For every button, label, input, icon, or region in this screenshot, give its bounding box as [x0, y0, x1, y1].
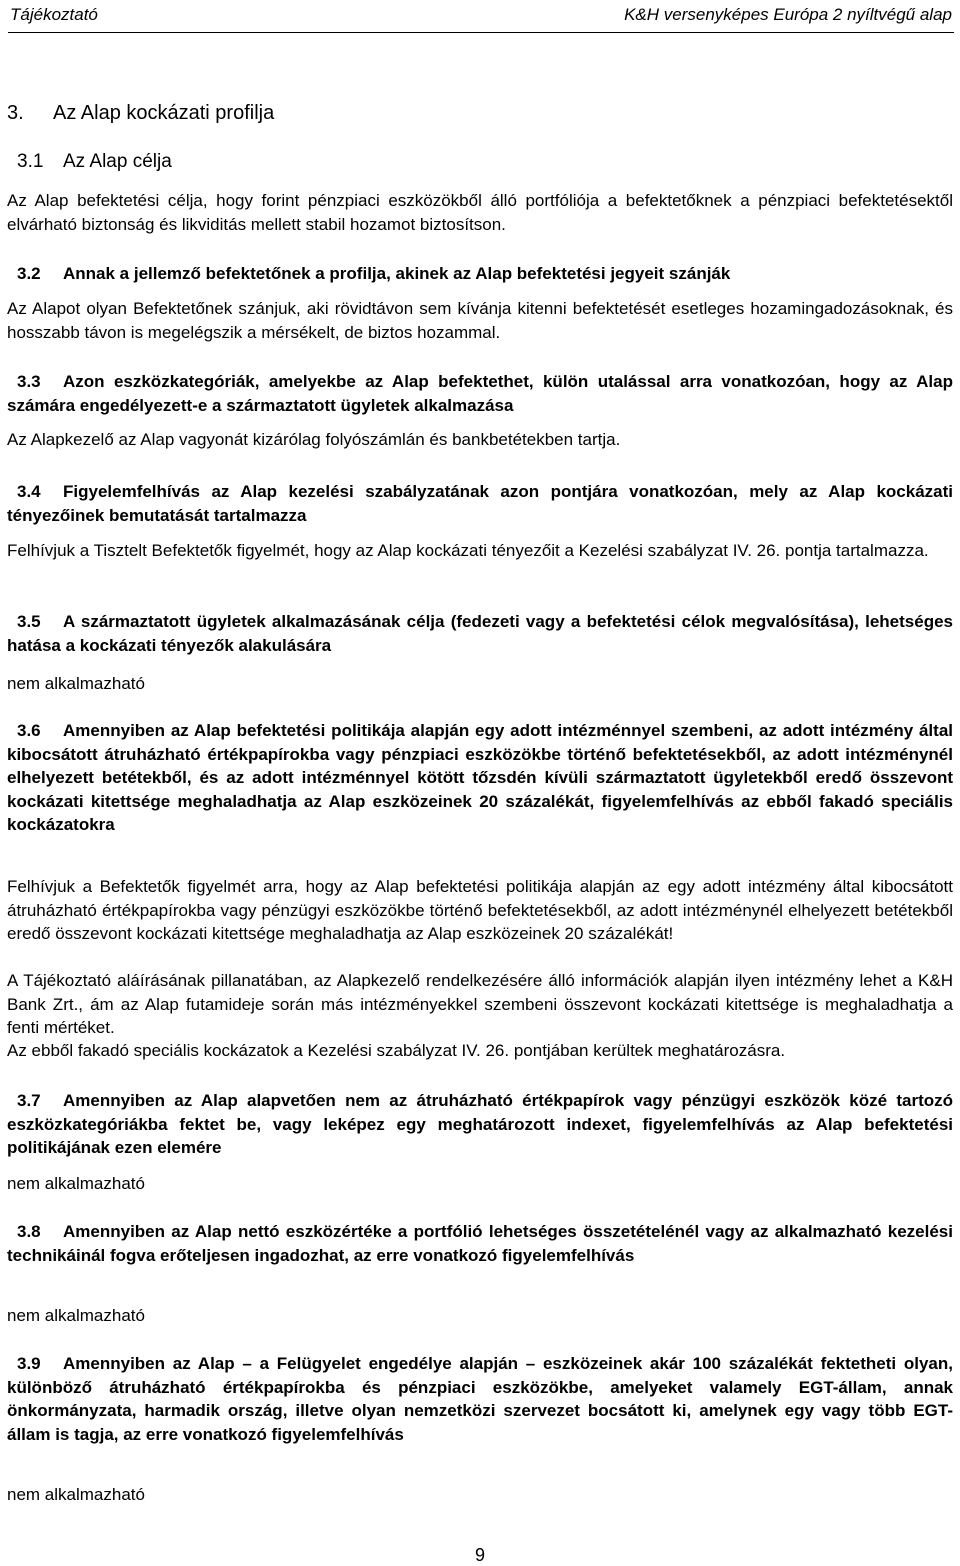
subsection-3-5-number: 3.5 [17, 612, 41, 631]
subsection-3-5-title: A származtatott ügyletek alkalmazásának célja (fedezeti vagy a befektetési célok megvalósítása), lehetséges hatása a kockázati tényezők alakulására [7, 612, 953, 655]
subsection-3-5-text: nem alkalmazható [7, 674, 145, 693]
subsection-3-3-number: 3.3 [17, 372, 41, 391]
subsection-3-9-text: nem alkalmazható [7, 1485, 145, 1504]
subsection-3-2-title: Annak a jellemző befektetőnek a profilja, akinek az Alap befektetési jegyeit szánják [63, 264, 731, 283]
header-divider [8, 32, 954, 33]
section-heading [7, 102, 953, 126]
subsection-3-8-heading [7, 1220, 953, 1267]
subsection-3-4-title: Figyelemfelhívás az Alap kezelési szabályzatának azon pontjára vonatkozóan, mely az Alap kockázati tényezőinek bemutatását tartalmazza [7, 482, 953, 525]
subsection-3-9-title: Amennyiben az Alap – a Felügyelet engedélye alapján – eszközeinek akár 100 százalékát fektetheti olyan, különböző átruházható értékpapírokba és pénzpiaci eszközökbe, amelyeket valamely EGT-állam, annak önkormányzata, harmadik ország, illetve olyan nemzetközi szervezet bocsátott ki, amelynek egy vagy több EGT-állam is tagja, az erre vonatkozó figyelemfelhívás [7, 1354, 953, 1444]
subsection-3-2-number: 3.2 [17, 264, 41, 283]
subsection-3-4-heading [7, 480, 953, 527]
subsection-3-7-heading [7, 1089, 953, 1160]
header-fund-name: K&H versenyképes Európa 2 nyíltvégű alap [624, 5, 952, 24]
subsection-3-3-text: Az Alapkezelő az Alap vagyonát kizárólag folyószámlán és bankbetétekben tartja. [7, 430, 621, 449]
subsection-3-6-paragraph-1: Felhívjuk a Befektetők figyelmét arra, hogy az Alap befektetési politikája alapján az egy adott intézmény által kibocsátott átruházható értékpapírokba vagy pénzügyi eszközökbe történő befektetésekből, az adott intézménynél elhelyezett betétekből eredő összevont kockázati kitettsége meghaladhatja az Alap eszközeinek 20 százalékát! [7, 877, 953, 943]
subsection-3-9-heading [7, 1352, 953, 1446]
subsection-3-8-text: nem alkalmazható [7, 1306, 145, 1325]
subsection-3-1-title: Az Alap célja [63, 151, 172, 172]
subsection-3-1-text: Az Alap befektetési célja, hogy forint pénzpiaci eszközökből álló portfóliója a befektetőknek a pénzpiaci befektetésektől elvárható biztonság és likviditás mellett stabil hozamot biztosítson. [7, 191, 953, 234]
subsection-3-6-paragraph-3: Az ebből fakadó speciális kockázatok a Kezelési szabályzat IV. 26. pontjában kerültek meghatározásra. [7, 1041, 786, 1060]
subsection-3-3-heading [7, 370, 953, 417]
subsection-3-7-text: nem alkalmazható [7, 1174, 145, 1193]
section-number: 3. [7, 102, 24, 124]
subsection-3-9-number: 3.9 [17, 1354, 41, 1373]
page-number: 9 [474, 1545, 485, 1565]
subsection-3-1-heading [7, 150, 953, 174]
page-header [10, 5, 952, 29]
subsection-3-1-number: 3.1 [17, 151, 44, 172]
subsection-3-3-title: Azon eszközkategóriák, amelyekbe az Alap befektethet, külön utalással arra vonatkozóan, hogy az Alap számára engedélyezett-e a származtatott ügyletek alkalmazása [7, 372, 953, 415]
subsection-3-5-heading [7, 610, 953, 657]
subsection-3-4-text: Felhívjuk a Tisztelt Befektetők figyelmét, hogy az Alap kockázati tényezőit a Kezelési szabályzat IV. 26. pontja tartalmazza. [7, 541, 929, 560]
header-document-type: Tájékoztató [10, 5, 98, 24]
section-title: Az Alap kockázati profilja [53, 102, 275, 124]
subsection-3-4-number: 3.4 [17, 482, 41, 501]
subsection-3-6-heading [7, 719, 953, 837]
subsection-3-8-title: Amennyiben az Alap nettó eszközértéke a portfólió lehetséges összetételénél vagy az alkalmazható kezelési technikáinál fogva erőteljesen ingadozhat, az erre vonatkozó figyelemfelhívás [7, 1222, 953, 1265]
subsection-3-6-paragraph-2: A Tájékoztató aláírásának pillanatában, az Alapkezelő rendelkezésére álló információk alapján ilyen intézmény lehet a K&H Bank Zrt., ám az Alap futamideje során más intézményekkel szembeni összevont kockázati kitettsége is meghaladhatja a fenti mértéket. [7, 971, 953, 1037]
subsection-3-2-heading [7, 262, 953, 286]
subsection-3-6-number: 3.6 [17, 721, 41, 740]
subsection-3-8-number: 3.8 [17, 1222, 41, 1241]
subsection-3-2-text: Az Alapot olyan Befektetőnek szánjuk, aki rövidtávon sem kívánja kitenni befektetését esetleges hozamingadozásoknak, és hosszabb távon is megelégszik a mérsékelt, de biztos hozammal. [7, 299, 953, 342]
subsection-3-7-title: Amennyiben az Alap alapvetően nem az átruházható értékpapírok vagy pénzügyi eszközök közé tartozó eszközkategóriákba fektet be, vagy leképez egy meghatározott indexet, figyelemfelhívás az Alap befektetési politikájának ezen elemére [7, 1091, 953, 1157]
subsection-3-6-title: Amennyiben az Alap befektetési politikája alapján egy adott intézménnyel szembeni, az adott intézmény által kibocsátott átruházható értékpapírokba vagy pénzpiaci eszközökbe történő befektetésekből, az adott intézménynél elhelyezett betétekből, és az adott intézménnyel kötött tőzsdén kívüli származtatott ügyletekből eredő összevont kockázati kitettsége meghaladhatja az Alap eszközeinek 20 százalékát, figyelemfelhívás az ebből fakadó speciális kockázatokra [7, 721, 953, 834]
subsection-3-7-number: 3.7 [17, 1091, 41, 1110]
